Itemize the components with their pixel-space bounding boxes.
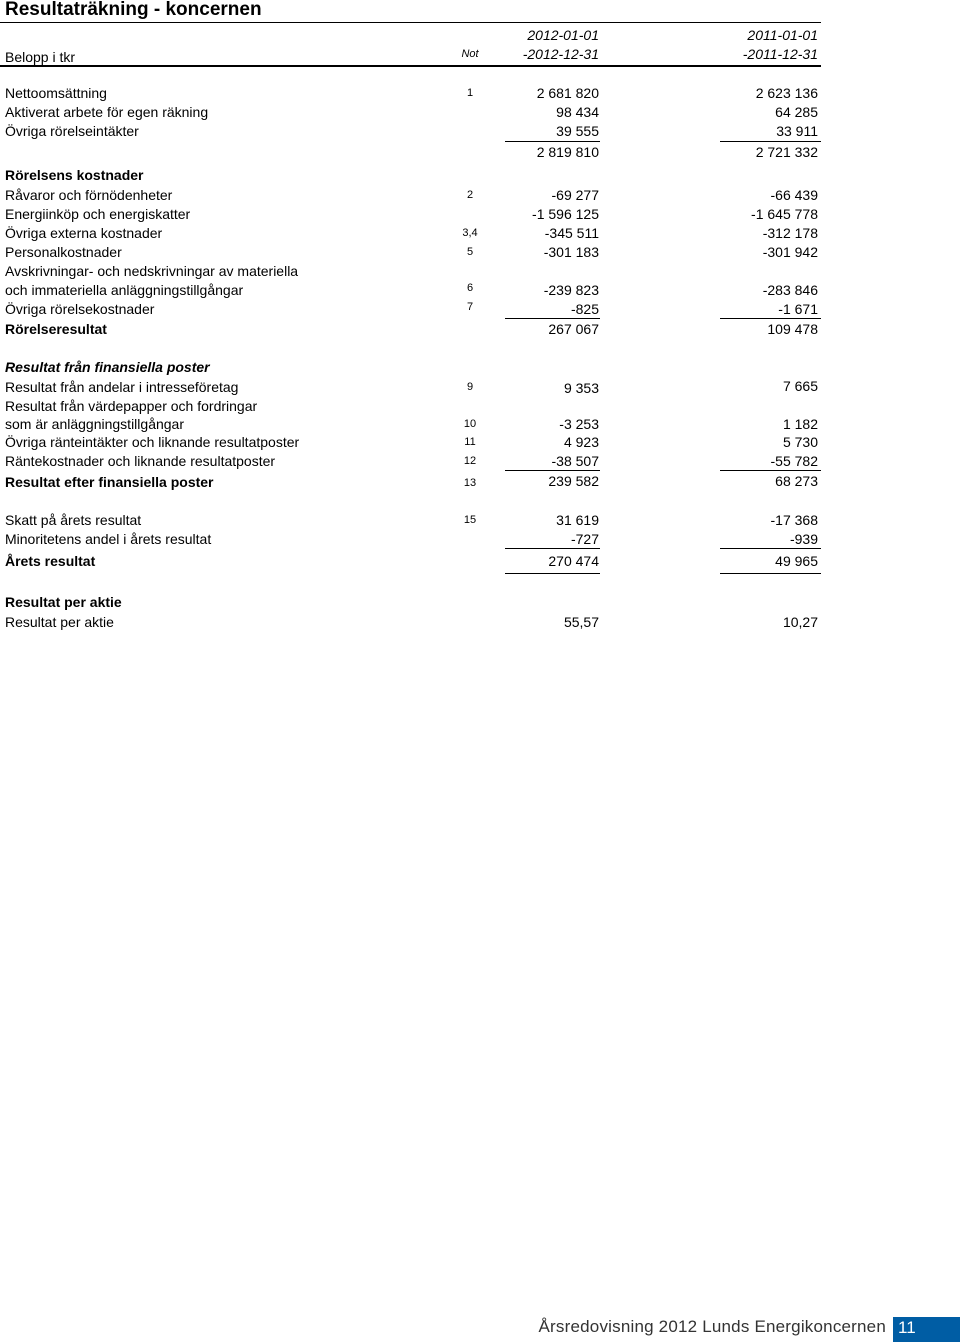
- row-label: Övriga ränteintäkter och liknande resultatposter: [5, 434, 300, 450]
- subtotal-rule: [505, 318, 600, 319]
- row-label: Minoritetens andel i årets resultat: [5, 531, 212, 547]
- row-value-2012: -38 507: [551, 453, 599, 469]
- row-note: 1: [466, 87, 474, 99]
- row-value-2012: 4 923: [563, 434, 599, 450]
- period1-to: -2012-12-31: [522, 46, 599, 62]
- operating-result-2012: 267 067: [548, 321, 599, 337]
- subtotal-rule: [720, 548, 821, 549]
- section-heading: Resultat per aktie: [5, 594, 122, 610]
- row-value-2012: -69 277: [551, 187, 599, 203]
- row-value-2011: -17 368: [770, 512, 818, 528]
- row-note: 7: [466, 301, 474, 313]
- row-value-2012: -825: [570, 301, 599, 317]
- total-rule: [505, 573, 600, 574]
- section-heading: Resultat från finansiella poster: [5, 359, 210, 375]
- row-value-2012: -301 183: [543, 244, 599, 260]
- row-value-2011: 64 285: [775, 104, 818, 120]
- row-value-2012: 39 555: [556, 123, 599, 139]
- row-note: 3,4: [462, 227, 478, 239]
- after-financial-label: Resultat efter finansiella poster: [5, 474, 214, 490]
- row-value-2012: -727: [570, 531, 599, 547]
- row-note: 9: [466, 381, 474, 393]
- row-value-2011: 1 182: [782, 416, 818, 432]
- subtotal-value-2011: 2 721 332: [755, 144, 818, 160]
- header-top-rule: [0, 22, 821, 23]
- operating-result-label: Rörelseresultat: [5, 321, 107, 337]
- row-note: 12: [463, 455, 477, 467]
- row-value-2011: 5 730: [782, 434, 818, 450]
- footer-text: Årsredovisning 2012 Lunds Energikoncernen: [538, 1317, 886, 1336]
- row-value-2012: -345 511: [544, 225, 599, 241]
- note-column-header: Not: [461, 48, 479, 60]
- period2-to: -2011-12-31: [742, 46, 818, 62]
- row-label: Övriga rörelsekostnader: [5, 301, 155, 317]
- subtotal-rule: [505, 470, 600, 471]
- row-label: Resultat per aktie: [5, 614, 114, 630]
- page-number: 11: [898, 1318, 916, 1337]
- row-value-2011: -66 439: [770, 187, 818, 203]
- period2-from: 2011-01-01: [747, 27, 818, 43]
- row-note: 15: [463, 514, 477, 526]
- row-value-2011: 7 665: [782, 378, 818, 394]
- after-financial-2012: 239 582: [548, 473, 599, 489]
- row-note: 13: [463, 477, 477, 489]
- row-label: Aktiverat arbete för egen räkning: [5, 104, 209, 120]
- row-value-2012: 31 619: [556, 512, 599, 528]
- page-title: Resultaträkning - koncernen: [5, 0, 262, 20]
- row-value-2011: -312 178: [762, 225, 818, 241]
- row-value-2011: -939: [789, 531, 818, 547]
- row-value-2011: 2 623 136: [755, 85, 818, 101]
- row-label-line1: Resultat från värdepapper och fordringar: [5, 398, 258, 414]
- row-label: Skatt på årets resultat: [5, 512, 142, 528]
- row-value-2012: 2 681 820: [536, 85, 599, 101]
- operating-result-2011: 109 478: [767, 321, 818, 337]
- currency-label: Belopp i tkr: [5, 49, 76, 65]
- row-label: Övriga rörelseintäkter: [5, 123, 139, 139]
- row-note: 11: [464, 436, 476, 448]
- row-label: Nettoomsättning: [5, 85, 107, 101]
- year-result-label: Årets resultat: [5, 553, 96, 569]
- subtotal-rule: [720, 141, 821, 142]
- eps-2012: 55,57: [563, 614, 599, 630]
- period1-from: 2012-01-01: [527, 27, 599, 43]
- row-label: Personalkostnader: [5, 244, 122, 260]
- row-note: 5: [466, 246, 474, 258]
- eps-2011: 10,27: [782, 614, 818, 630]
- row-value-2011: -55 782: [770, 453, 818, 469]
- row-note: 10: [463, 418, 477, 430]
- row-label: Råvaror och förnödenheter: [5, 187, 173, 203]
- row-label-line2: och immateriella anläggningstillgångar: [5, 282, 244, 298]
- row-note: 6: [466, 282, 474, 294]
- row-value-2011: 33 911: [776, 123, 818, 139]
- row-value-2012: -3 253: [559, 416, 599, 432]
- row-label-line2: som är anläggningstillgångar: [5, 416, 184, 432]
- subtotal-rule: [505, 548, 600, 549]
- row-label: Räntekostnader och liknande resultatposter: [5, 453, 276, 469]
- row-value-2011: -301 942: [762, 244, 818, 260]
- row-value-2011: -1 645 778: [751, 206, 818, 222]
- row-value-2011: -283 846: [762, 282, 818, 298]
- row-value-2012: -1 596 125: [532, 206, 599, 222]
- section-heading: Rörelsens kostnader: [5, 167, 144, 183]
- year-result-2012: 270 474: [548, 553, 599, 569]
- subtotal-rule: [720, 470, 821, 471]
- header-bottom-rule: [0, 65, 821, 67]
- row-label: Energiinköp och energiskatter: [5, 206, 191, 222]
- year-result-2011: 49 965: [775, 553, 818, 569]
- row-value-2012: -239 823: [543, 282, 599, 298]
- row-value-2012: 98 434: [556, 104, 599, 120]
- row-value-2012: 9 353: [563, 380, 599, 396]
- after-financial-2011: 68 273: [775, 473, 818, 489]
- row-note: 2: [466, 189, 474, 201]
- total-rule: [720, 573, 821, 574]
- row-label: Övriga externa kostnader: [5, 225, 163, 241]
- subtotal-rule: [505, 141, 600, 142]
- row-value-2011: -1 671: [778, 301, 818, 317]
- row-label: Resultat från andelar i intresseföretag: [5, 379, 239, 395]
- row-label-line1: Avskrivningar- och nedskrivningar av materiella: [5, 263, 299, 279]
- subtotal-rule: [720, 318, 821, 319]
- subtotal-value-2012: 2 819 810: [536, 144, 599, 160]
